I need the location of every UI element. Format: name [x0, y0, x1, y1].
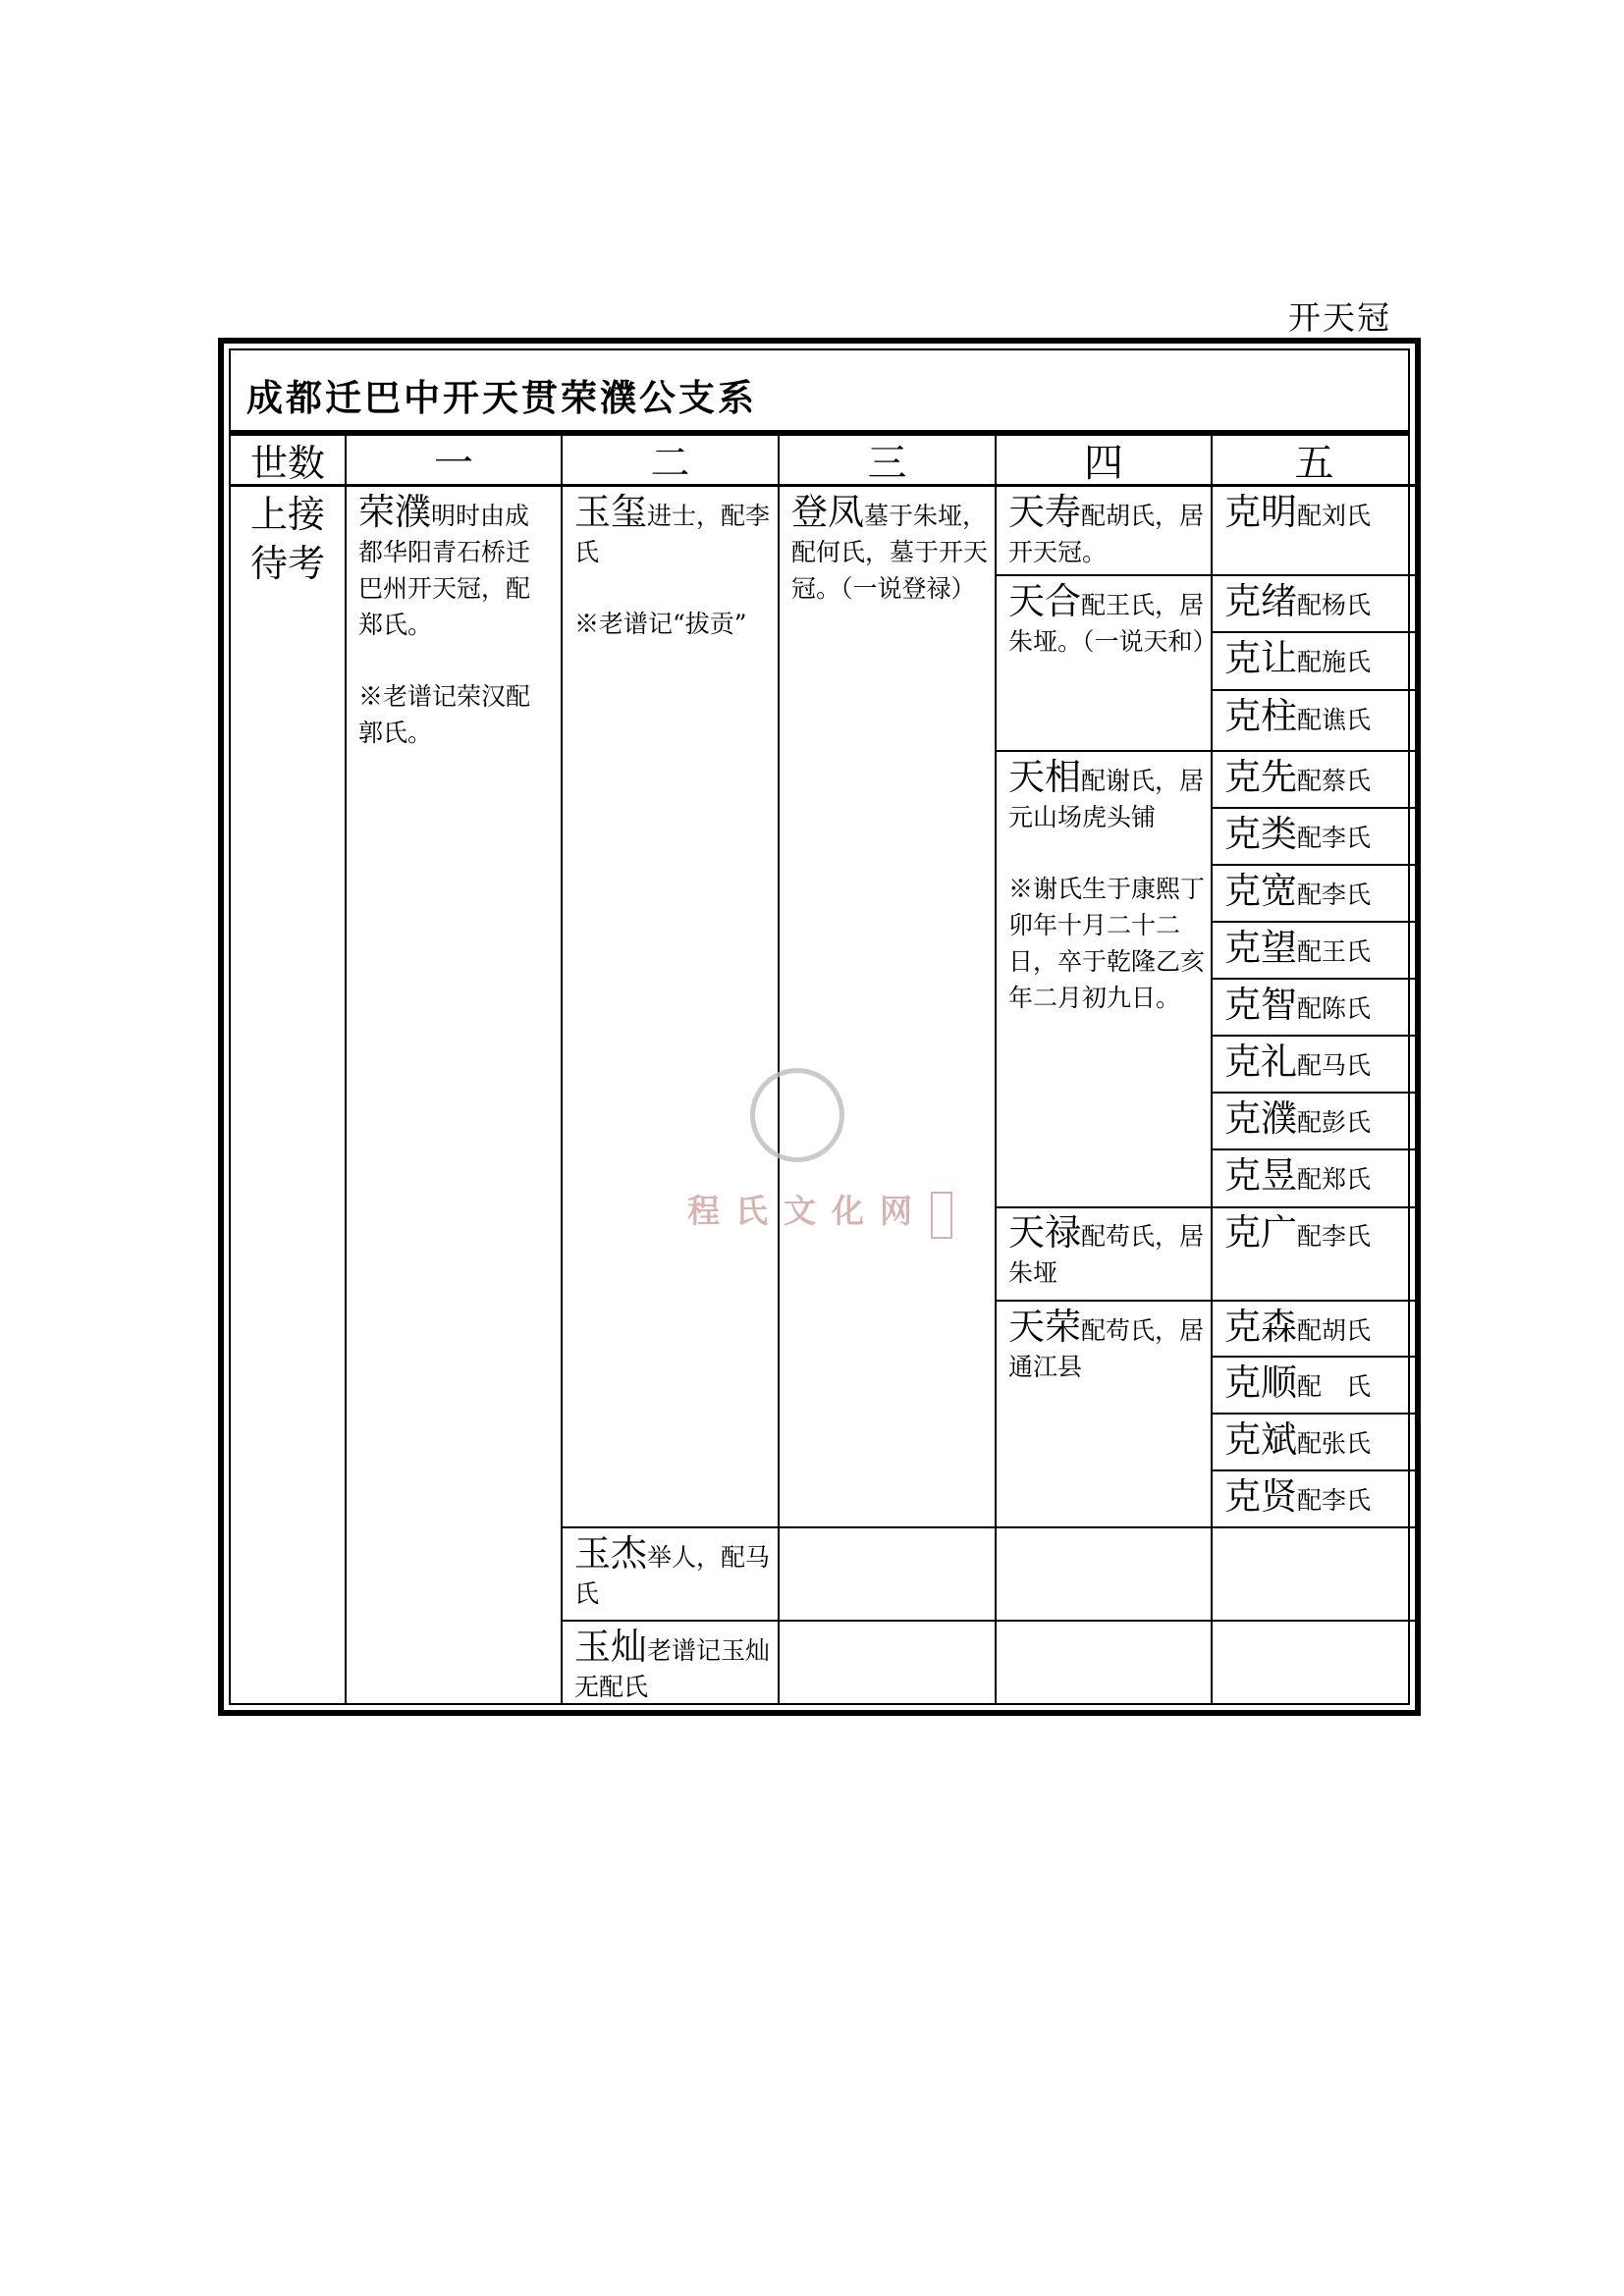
gen1-cell	[358, 491, 551, 751]
gen1-name: 荣濮	[358, 491, 431, 533]
gen4-name: 天寿	[1008, 491, 1081, 533]
gen2-name: 玉灿	[574, 1626, 647, 1668]
gen5-cell	[1224, 1211, 1372, 1255]
gen5-name: 克顺	[1224, 1362, 1297, 1404]
row-divider	[1211, 1206, 1416, 1208]
gen5-cell	[1224, 1043, 1371, 1084]
col-divider	[778, 436, 780, 1703]
gen5-cell	[1224, 1364, 1371, 1405]
gen5-name: 克望	[1224, 927, 1297, 969]
gen5-name: 克类	[1224, 813, 1297, 855]
row-divider	[1211, 1148, 1416, 1150]
gen5-cell	[1224, 637, 1372, 680]
gen2-note: ※老谱记“拔贡”	[574, 610, 747, 638]
row-divider	[1211, 978, 1416, 980]
gen4-name: 天禄	[1008, 1211, 1081, 1254]
gen5-text: 配杨氏	[1297, 591, 1372, 619]
col-divider	[345, 436, 347, 1703]
gen5-text: 配施氏	[1297, 648, 1372, 676]
header-generation: 世数	[231, 436, 345, 487]
gen5-text: 配郑氏	[1297, 1165, 1372, 1194]
gen5-text: 配张氏	[1297, 1429, 1372, 1458]
gen4-text: 配苟氏，居朱垭	[1008, 1222, 1205, 1287]
gen5-text: 配彭氏	[1297, 1108, 1372, 1137]
gen2-text: 老谱记玉灿无配氏	[574, 1636, 771, 1701]
gen5-cell	[1224, 756, 1372, 799]
row-divider	[1211, 689, 1416, 691]
row-divider	[995, 574, 1416, 576]
col-divider	[995, 436, 997, 1703]
col-divider	[561, 436, 563, 1703]
gen5-name: 克让	[1224, 637, 1297, 679]
gen3-cell	[791, 491, 989, 607]
gen4-name: 天荣	[1008, 1306, 1081, 1348]
gen4-text: 配苟氏，居通江县	[1008, 1316, 1205, 1381]
gen4-note: ※谢氏生于康熙丁卯年十月二十二日，卒于乾隆乙亥年二月初九日。	[1008, 875, 1206, 1012]
gen5-text: 配 氏	[1297, 1372, 1372, 1401]
gen5-text: 配李氏	[1297, 824, 1372, 852]
genealogy-table	[218, 338, 1421, 1716]
gen2-name: 玉杰	[574, 1532, 647, 1575]
gen4-cell	[1008, 580, 1218, 660]
row-divider	[995, 1206, 1211, 1208]
header-gen-5: 五	[1213, 436, 1416, 487]
gen4-name: 天相	[1008, 756, 1081, 798]
gen2-text: 举人，配马氏	[574, 1543, 771, 1608]
gen5-text: 配胡氏	[1297, 1316, 1372, 1345]
gen4-name: 天合	[1008, 580, 1081, 622]
gen5-cell	[1224, 1097, 1372, 1141]
gen4-cell	[1008, 1308, 1205, 1385]
row-divider	[1211, 1092, 1416, 1094]
gen5-cell	[1224, 1308, 1371, 1349]
row-divider	[1211, 1413, 1416, 1415]
gen2-name: 玉玺	[574, 491, 647, 533]
row-divider	[1211, 631, 1416, 633]
gen2-cell	[574, 491, 771, 642]
row-divider	[1211, 1469, 1416, 1471]
page-label: 开天冠	[1288, 298, 1391, 337]
gen5-name: 克昱	[1224, 1154, 1297, 1197]
gen5-cell	[1224, 984, 1372, 1027]
gen5-text: 配王氏	[1297, 937, 1372, 966]
row-divider	[1211, 1356, 1416, 1358]
gen2-cell	[574, 1532, 771, 1612]
gen5-text: 配李氏	[1297, 1222, 1372, 1251]
table-inner	[229, 348, 1410, 1705]
row-divider	[1211, 1035, 1416, 1037]
gen2-text: 进士，配李氏	[574, 502, 771, 566]
gen5-name: 克濮	[1224, 1097, 1297, 1140]
gen4-text: 配胡氏，居开天冠。	[1008, 502, 1205, 566]
gen5-name: 克先	[1224, 756, 1297, 798]
gen5-cell	[1224, 1475, 1372, 1519]
gen5-text: 配李氏	[1297, 881, 1372, 909]
row-divider	[995, 1300, 1416, 1302]
gen5-name: 克柱	[1224, 695, 1297, 737]
header-gen-2: 二	[563, 436, 778, 487]
col-divider	[1211, 436, 1213, 1703]
row-divider	[995, 750, 1211, 752]
gen5-name: 克智	[1224, 984, 1297, 1026]
watermark-seal	[931, 1192, 952, 1239]
gen2-cell	[574, 1626, 771, 1705]
gen1-text: 明时由成都华阳青石桥迁巴州开天冠，配郑氏。	[358, 502, 531, 639]
header-gen-1: 一	[347, 436, 561, 487]
gen5-cell	[1224, 491, 1372, 534]
gen5-cell	[1224, 1418, 1372, 1462]
row-divider	[561, 1526, 1416, 1528]
gen5-cell	[1224, 813, 1372, 856]
gen5-name: 克明	[1224, 491, 1297, 533]
gen1-note: ※老谱记荣汉配郭氏。	[358, 682, 531, 747]
gen5-cell	[1224, 580, 1372, 623]
gen5-name: 克宽	[1224, 870, 1297, 912]
table-title	[231, 350, 1408, 432]
gen5-cell	[1224, 870, 1372, 913]
gen5-cell	[1224, 695, 1372, 738]
gen5-name: 克贤	[1224, 1475, 1297, 1518]
gen4-text: 配谢氏，居元山场虎头铺	[1008, 767, 1205, 831]
gen5-name: 克广	[1224, 1211, 1297, 1254]
gen5-text: 配谯氏	[1297, 706, 1372, 734]
gen3-text: 墓于朱垭，配何氏，墓于开天冠。（一说登禄）	[791, 502, 989, 603]
row-divider	[1211, 750, 1416, 752]
gen5-cell	[1224, 1154, 1372, 1198]
gen4-cell	[1008, 756, 1206, 1016]
gen5-name: 克森	[1224, 1306, 1297, 1348]
gen4-text: 配王氏，居朱垭。（一说天和）	[1008, 591, 1218, 656]
row-divider	[1211, 921, 1416, 923]
table-title-text: 成都迁巴中开天贯荣濮公支系	[246, 377, 757, 419]
gen3-name: 登凤	[791, 491, 864, 533]
gen5-text: 配刘氏	[1297, 502, 1372, 530]
row-divider	[1211, 864, 1416, 866]
row-divider	[561, 1620, 1416, 1622]
gen4-cell	[1008, 491, 1205, 570]
gen5-text: 配陈氏	[1297, 994, 1372, 1023]
gen5-name: 克礼	[1224, 1041, 1297, 1083]
first-col-text: 上接待考	[249, 493, 325, 585]
gen5-text: 配蔡氏	[1297, 767, 1372, 795]
header-gen-4: 四	[997, 436, 1211, 487]
first-col-label	[231, 490, 345, 588]
gen5-text: 配马氏	[1297, 1051, 1372, 1080]
watermark-logo	[750, 1068, 844, 1162]
watermark-text: 程氏文化网	[687, 1192, 928, 1230]
header-gen-3: 三	[780, 436, 995, 487]
gen5-cell	[1224, 927, 1372, 970]
gen5-text: 配李氏	[1297, 1486, 1372, 1515]
gen5-name: 克斌	[1224, 1418, 1297, 1461]
gen5-name: 克绪	[1224, 580, 1297, 622]
gen4-cell	[1008, 1211, 1205, 1291]
row-divider	[1211, 807, 1416, 809]
